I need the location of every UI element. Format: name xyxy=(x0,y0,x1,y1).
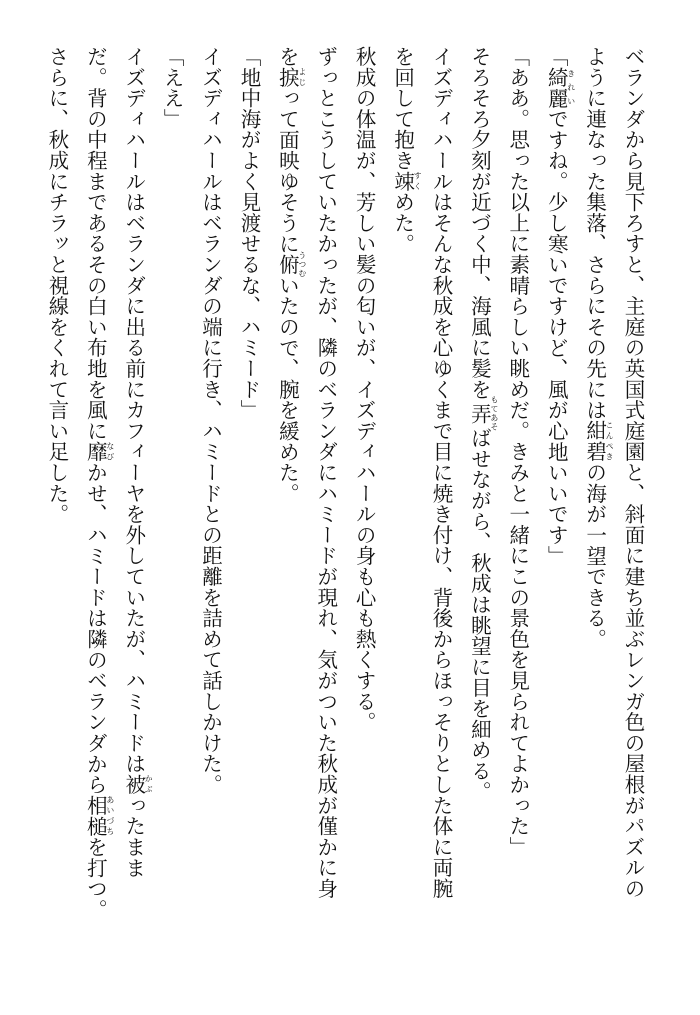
ruby-reading: よじ xyxy=(297,66,307,88)
ruby-annotation xyxy=(544,66,576,109)
ruby-reading: こんぺき xyxy=(605,420,615,462)
ruby-base: 綺麗 xyxy=(544,66,569,109)
ruby-base: 弄 xyxy=(467,395,492,432)
text-run: ったまま xyxy=(121,794,146,879)
ruby-annotation xyxy=(83,441,115,463)
text-column xyxy=(537,46,575,966)
ruby-reading: なび xyxy=(105,441,115,463)
text-run: を回して抱き xyxy=(390,46,415,171)
text-run: の海が一望できる。 xyxy=(582,462,607,650)
text-run: そろそろ夕刻が近づく中、海風に髪を xyxy=(467,46,492,400)
ruby-annotation xyxy=(121,774,154,795)
text-column xyxy=(268,46,306,966)
text-run: イズディハールはベランダの端に行き、ハミードとの距離を詰めて話しかけた。 xyxy=(198,46,223,795)
text-column xyxy=(422,46,460,966)
text-run: ベランダから見下ろすと、主庭の英国式庭園と、斜面に建ち並ぶレンガ色の屋根がパズルの xyxy=(621,46,645,899)
text-column xyxy=(498,46,536,966)
text-column xyxy=(383,46,421,966)
ruby-base: 俯 xyxy=(275,250,300,278)
text-column xyxy=(191,46,229,966)
ruby-annotation xyxy=(83,794,115,837)
ruby-annotation xyxy=(467,395,499,432)
ruby-reading: あいづち xyxy=(105,794,115,837)
text-column xyxy=(345,46,383,966)
text-run: 「ああ。思った以上に素晴らしい眺めだ。きみと一緒にこの景色を見られてよかった」 xyxy=(505,46,530,858)
text-column xyxy=(153,46,191,966)
text-run: ずっとこうしていたかったが、隣のベランダにハミードが現れ、気がついた秋成が僅かに身 xyxy=(313,46,338,899)
text-run: さらに、秋成にチラッと視線をくれて言い足した。 xyxy=(44,46,69,525)
ruby-base: 竦 xyxy=(390,170,415,192)
text-run: 秋成の体温が、芳しい髪の匂いが、イズディハールの身も心も熱くする。 xyxy=(352,46,377,733)
vertical-text-body xyxy=(42,46,652,966)
text-run: って面映ゆそうに xyxy=(275,87,300,255)
text-run: を xyxy=(275,46,300,67)
text-column xyxy=(42,46,76,966)
ruby-base: 捩 xyxy=(275,66,300,88)
text-run: イズディハールはベランダに出る前にカフィーヤを外していたが、ハミードは xyxy=(121,46,146,774)
text-column xyxy=(230,46,268,966)
text-run: ばせながら、秋成は眺望に目を細める。 xyxy=(467,427,492,803)
text-run: 「 xyxy=(544,46,569,67)
text-run: 「ええ」 xyxy=(160,46,185,130)
text-column xyxy=(614,46,652,966)
text-run: だ。背の中程まであるその白い布地を風に xyxy=(83,46,108,442)
text-run: かせ、ハミードは隣のベランダから xyxy=(83,462,108,795)
text-column xyxy=(575,46,613,966)
ruby-annotation xyxy=(582,420,615,463)
ruby-base: 相槌 xyxy=(83,794,108,837)
ruby-base: 紺碧 xyxy=(582,420,607,463)
text-run: ですね。少し寒いですけど、風が心地いいです」 xyxy=(544,108,569,567)
text-column xyxy=(460,46,498,966)
text-run: ように連なった集落、さらにその先には xyxy=(582,46,607,421)
text-run: いたので、腕を緩めた。 xyxy=(275,274,300,504)
ruby-reading: うつむ xyxy=(297,250,307,278)
ruby-annotation xyxy=(390,170,423,192)
ruby-reading: きれい xyxy=(566,66,576,109)
ruby-base: 靡 xyxy=(83,441,108,463)
ruby-annotation xyxy=(275,250,307,278)
text-run: を打つ。 xyxy=(83,836,108,920)
ruby-annotation xyxy=(275,66,307,88)
ruby-reading: すく xyxy=(413,170,423,192)
text-column xyxy=(306,46,344,966)
ruby-reading: かぶ xyxy=(144,774,154,795)
text-column xyxy=(76,46,114,966)
text-column xyxy=(114,46,152,966)
ruby-reading: もてあそ xyxy=(489,395,499,432)
ruby-base: 被 xyxy=(121,774,146,795)
text-run: 「地中海がよく見渡せるな、ハミード」 xyxy=(236,46,261,421)
text-run: めた。 xyxy=(390,191,415,255)
text-run: イズディハールはそんな秋成を心ゆくまで目に焼き付け、背後からほっそりとした体に両腕 xyxy=(428,46,453,899)
